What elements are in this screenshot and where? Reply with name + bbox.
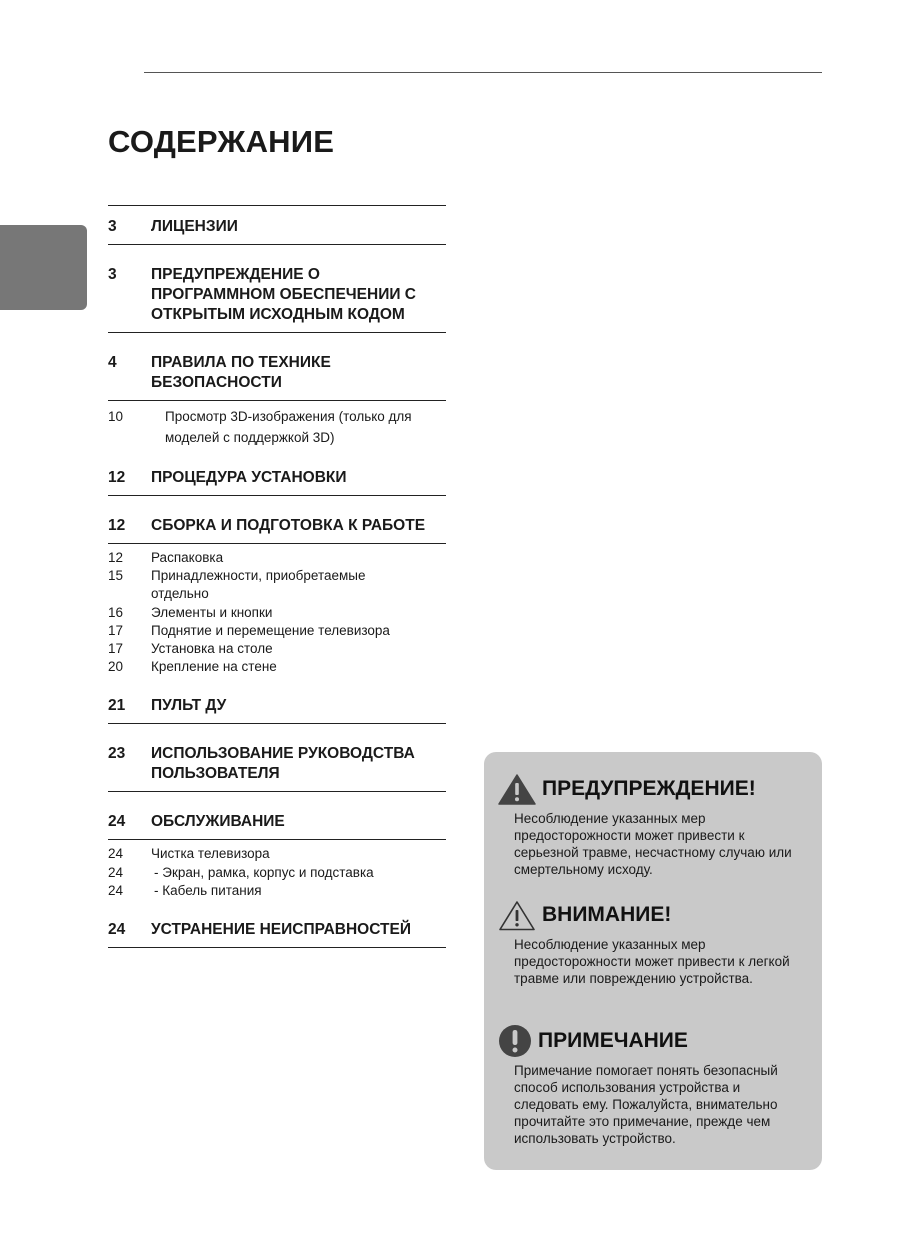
toc-subsection-title: Принадлежности, приобретаемые отдельно [151, 568, 366, 602]
toc-page-number: 3 [108, 218, 117, 235]
warning-text: Несоблюдение указанных мер предосторожности может привести к серьезной травме, несчастному случаю или смертельному исходу. [514, 811, 792, 877]
toc-subsection[interactable] [108, 406, 446, 448]
toc-section-title: ПРОЦЕДУРА УСТАНОВКИ [151, 469, 347, 486]
toc-page-number: 16 [108, 604, 124, 620]
toc-section-title: ОБСЛУЖИВАНИЕ [151, 813, 285, 831]
toc-page-number: 24 [108, 882, 124, 898]
toc-subsection[interactable] [108, 622, 446, 640]
toc-page-number: 24 [108, 864, 124, 880]
toc-subsection-title: - Кабель питания [154, 882, 262, 898]
toc-section[interactable] [108, 909, 446, 948]
toc-page-number: 20 [108, 659, 124, 675]
toc-subsection[interactable] [108, 604, 446, 622]
toc-section[interactable] [108, 801, 446, 840]
toc-section-title: СБОРКА И ПОДГОТОВКА К РАБОТЕ [151, 517, 426, 534]
toc-page-number: 21 [108, 697, 126, 715]
caution-text: Несоблюдение указанных мер предосторожности может привести к легкой травме или повреждению устройства. [514, 937, 790, 986]
page-title: СОДЕРЖАНИЕ [108, 124, 335, 159]
toc-subsection[interactable] [108, 658, 446, 676]
toc-page-number: 23 [108, 745, 126, 763]
toc-section[interactable] [108, 254, 446, 333]
note-text: Примечание помогает понять безопасный способ использования устройства и следовать ему. Пожалуйста, внимательно прочитайте это примечание, прежде чем использовать устройство. [514, 1063, 778, 1146]
toc-section-title: ПРАВИЛА ПО ТЕХНИКЕ БЕЗОПАСНОСТИ [151, 354, 331, 391]
toc-section[interactable] [108, 733, 446, 792]
toc-subsection[interactable] [108, 567, 446, 603]
note-label: ПРИМЕЧАНИЕ [538, 1029, 688, 1052]
toc-section-title: ПУЛЬТ ДУ [151, 697, 227, 715]
caution-notice [498, 898, 808, 987]
toc-section-title: ЛИЦЕНЗИИ [151, 218, 238, 235]
toc-page-number: 24 [108, 846, 124, 862]
toc-page-number: 24 [108, 921, 126, 939]
note-notice [498, 1024, 808, 1147]
caution-triangle-outline-icon [498, 899, 536, 931]
toc-page-number: 3 [108, 266, 117, 283]
warning-notice [498, 772, 808, 878]
toc-subsection-list [108, 401, 446, 448]
toc-page-number: 17 [108, 641, 124, 657]
toc-subsection-title: Просмотр 3D-изображения (только для моделей с поддержкой 3D) [165, 409, 412, 445]
toc-section[interactable] [108, 342, 446, 401]
section-tab-marker [0, 225, 87, 310]
toc-subsection-title: - Экран, рамка, корпус и подставка [154, 864, 374, 880]
safety-notices-panel [484, 752, 822, 1170]
toc-section-title: УСТРАНЕНИЕ НЕИСПРАВНОСТЕЙ [151, 921, 411, 939]
toc-subsection-title: Поднятие и перемещение телевизора [151, 622, 390, 638]
toc-subsection[interactable] [108, 882, 446, 900]
toc-subsection-list [108, 544, 446, 676]
toc-subsection-title: Крепление на стене [151, 659, 277, 675]
toc-subsection-title: Элементы и кнопки [151, 604, 273, 620]
toc-subsection[interactable] [108, 549, 446, 567]
toc-section[interactable] [108, 505, 446, 544]
toc-subsection-title: Чистка телевизора [151, 846, 270, 862]
toc-subsection-title: Установка на столе [151, 641, 273, 657]
toc-subsection-list [108, 840, 446, 900]
toc-subsection[interactable] [108, 640, 446, 658]
caution-label: ВНИМАНИЕ! [542, 903, 672, 926]
warning-label: ПРЕДУПРЕЖДЕНИЕ! [542, 777, 756, 800]
table-of-contents [108, 205, 446, 948]
exclamation-circle-icon [498, 1024, 532, 1058]
toc-section[interactable] [108, 457, 446, 496]
warning-triangle-filled-icon [498, 773, 536, 805]
toc-page-number: 12 [108, 469, 126, 486]
toc-page-number: 12 [108, 550, 124, 565]
toc-page-number: 17 [108, 622, 124, 638]
toc-section-title: ИСПОЛЬЗОВАНИЕ РУКОВОДСТВА ПОЛЬЗОВАТЕЛЯ [151, 745, 415, 783]
toc-section[interactable] [108, 205, 446, 245]
toc-subsection-title: Распаковка [151, 550, 224, 565]
toc-subsection[interactable] [108, 845, 446, 863]
toc-section-title: ПРЕДУПРЕЖДЕНИЕ О ПРОГРАММНОМ ОБЕСПЕЧЕНИИ С ОТКРЫТЫМ ИСХОДНЫМ КОДОМ [151, 266, 416, 323]
toc-page-number: 10 [108, 409, 124, 424]
header-rule [144, 72, 822, 73]
toc-page-number: 24 [108, 813, 126, 831]
toc-page-number: 4 [108, 354, 117, 371]
toc-page-number: 12 [108, 517, 126, 534]
toc-subsection[interactable] [108, 864, 446, 882]
toc-section[interactable] [108, 685, 446, 724]
toc-page-number: 15 [108, 568, 124, 584]
